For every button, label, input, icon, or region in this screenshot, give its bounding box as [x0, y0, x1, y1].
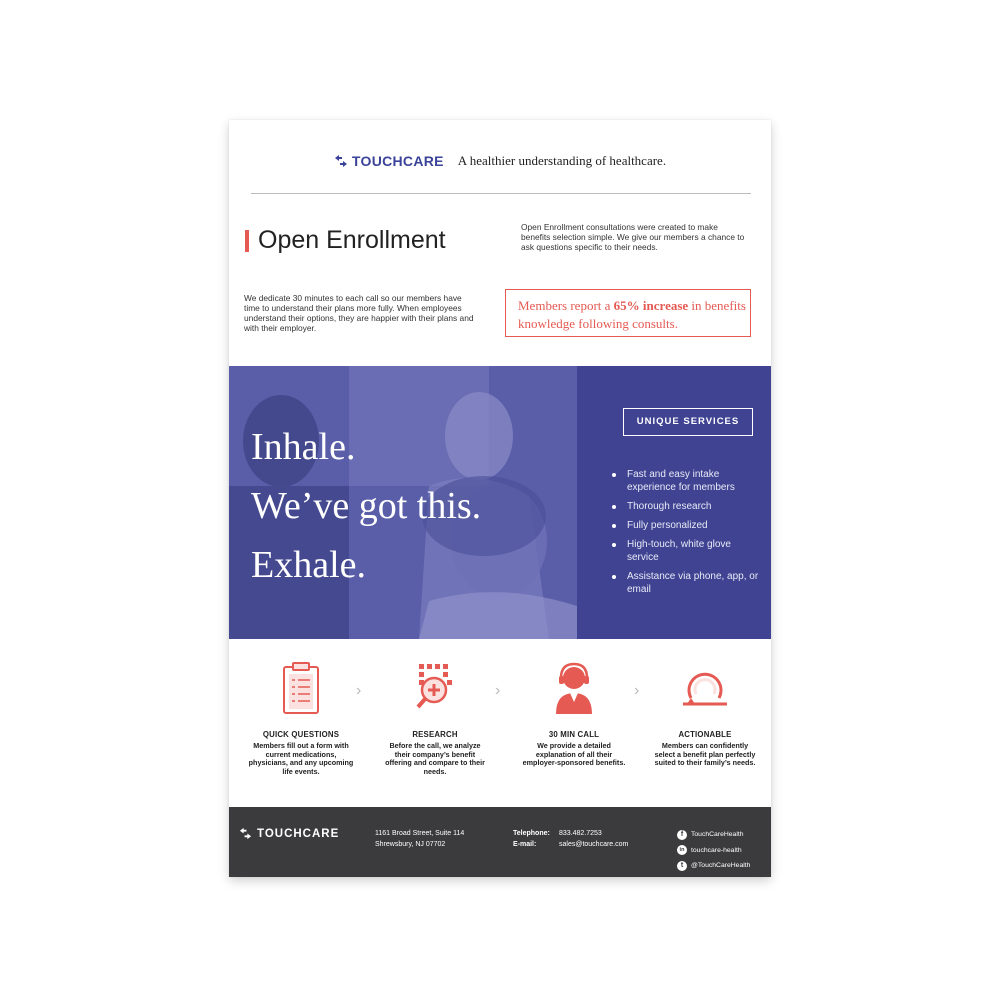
social-linkedin[interactable] — [677, 843, 750, 859]
step-description: Members can confidently select a benefit plan perfectly suited to their family’s needs. — [654, 741, 756, 767]
step-research — [373, 660, 497, 776]
linkedin-icon: in — [677, 845, 687, 855]
footer-social — [677, 827, 750, 874]
callout-text-pre: Members report a — [518, 298, 614, 313]
chevron-right-icon: › — [356, 682, 362, 699]
address-line: Shrewsbury, NJ 07702 — [375, 841, 446, 848]
stat-callout — [505, 289, 751, 337]
title-accent-bar — [245, 230, 249, 252]
step-30-min-call — [512, 660, 636, 768]
services-list — [609, 468, 759, 602]
process-steps — [229, 660, 771, 790]
magnifier-plus-icon — [409, 660, 461, 716]
headset-agent-icon — [548, 660, 600, 716]
hero-line-exhale: Exhale. — [251, 544, 367, 586]
callout-text-post: in benefits knowledge following consults. — [518, 298, 746, 331]
intro-text: Open Enrollment consultations were created to make benefits selection simple. We give our members a chance to ask questions specific to their needs. — [521, 222, 745, 252]
step-title: 30 MIN CALL — [548, 730, 600, 739]
flyer-sheet — [229, 120, 771, 877]
email-address[interactable]: sales@touchcare.com — [559, 841, 629, 848]
step-description: We provide a detailed explanation of all their employer-sponsored benefits. — [522, 741, 626, 767]
step-actionable — [643, 660, 767, 768]
step-quick-questions — [239, 660, 363, 776]
email-label: E-mail: — [513, 841, 537, 848]
chevron-right-icon: › — [634, 682, 640, 699]
header — [229, 150, 771, 172]
phone-number[interactable]: 833.482.7253 — [559, 830, 602, 837]
service-item: Assistance via phone, app, or email — [609, 570, 759, 596]
chevron-right-icon: › — [495, 682, 501, 699]
footer — [229, 807, 771, 877]
header-divider — [251, 193, 751, 194]
callout-highlight: 65% increase — [613, 298, 689, 313]
services-panel — [577, 366, 771, 639]
social-handle: @TouchCareHealth — [691, 862, 751, 869]
twitter-icon: t — [677, 861, 687, 871]
footer-address — [375, 828, 464, 850]
hero-section — [229, 366, 771, 639]
body-text: We dedicate 30 minutes to each call so our members have time to understand their plans more fully. When employees understand their options, they are happier with their plans and with their employer. — [244, 293, 474, 333]
facebook-icon: f — [677, 830, 687, 840]
social-handle: TouchCareHealth — [691, 831, 744, 838]
logo-text: TOUCHCARE — [351, 153, 444, 169]
touchcare-logo — [334, 153, 444, 169]
service-item: High-touch, white glove service — [609, 538, 759, 564]
service-item: Fast and easy intake experience for members — [609, 468, 759, 494]
social-handle: touchcare-health — [691, 846, 742, 854]
social-facebook[interactable] — [677, 827, 750, 843]
service-item: Thorough research — [609, 500, 759, 513]
touchcare-logo-icon — [239, 827, 252, 840]
hero-line-got-this: We’ve got this. — [251, 485, 482, 527]
footer-logo — [239, 827, 339, 840]
social-twitter[interactable] — [677, 858, 750, 874]
touchcare-logo-icon — [334, 154, 348, 168]
address-line: 1161 Broad Street, Suite 114 — [375, 830, 465, 837]
page-title: Open Enrollment — [258, 226, 446, 254]
step-title: ACTIONABLE — [678, 730, 732, 739]
tagline: A healthier understanding of healthcare. — [457, 153, 667, 168]
clipboard-icon — [275, 660, 327, 716]
footer-contact — [513, 828, 628, 850]
unique-services-label: UNIQUE SERVICES — [623, 408, 753, 436]
hero-headline — [251, 418, 481, 595]
phone-label: Telephone: — [513, 830, 550, 837]
step-title: QUICK QUESTIONS — [262, 730, 340, 739]
hero-line-inhale: Inhale. — [251, 426, 356, 468]
step-title: RESEARCH — [412, 730, 458, 739]
cycle-arrow-icon — [679, 660, 731, 716]
step-description: Before the call, we analyze their company’s benefit offering and compare to their needs. — [385, 741, 485, 776]
service-item: Fully personalized — [609, 519, 759, 532]
step-description: Members fill out a form with current medications, physicians, and any upcoming life events. — [248, 741, 354, 776]
hero-photo — [229, 366, 577, 639]
footer-logo-text: TOUCHCARE — [257, 827, 340, 840]
